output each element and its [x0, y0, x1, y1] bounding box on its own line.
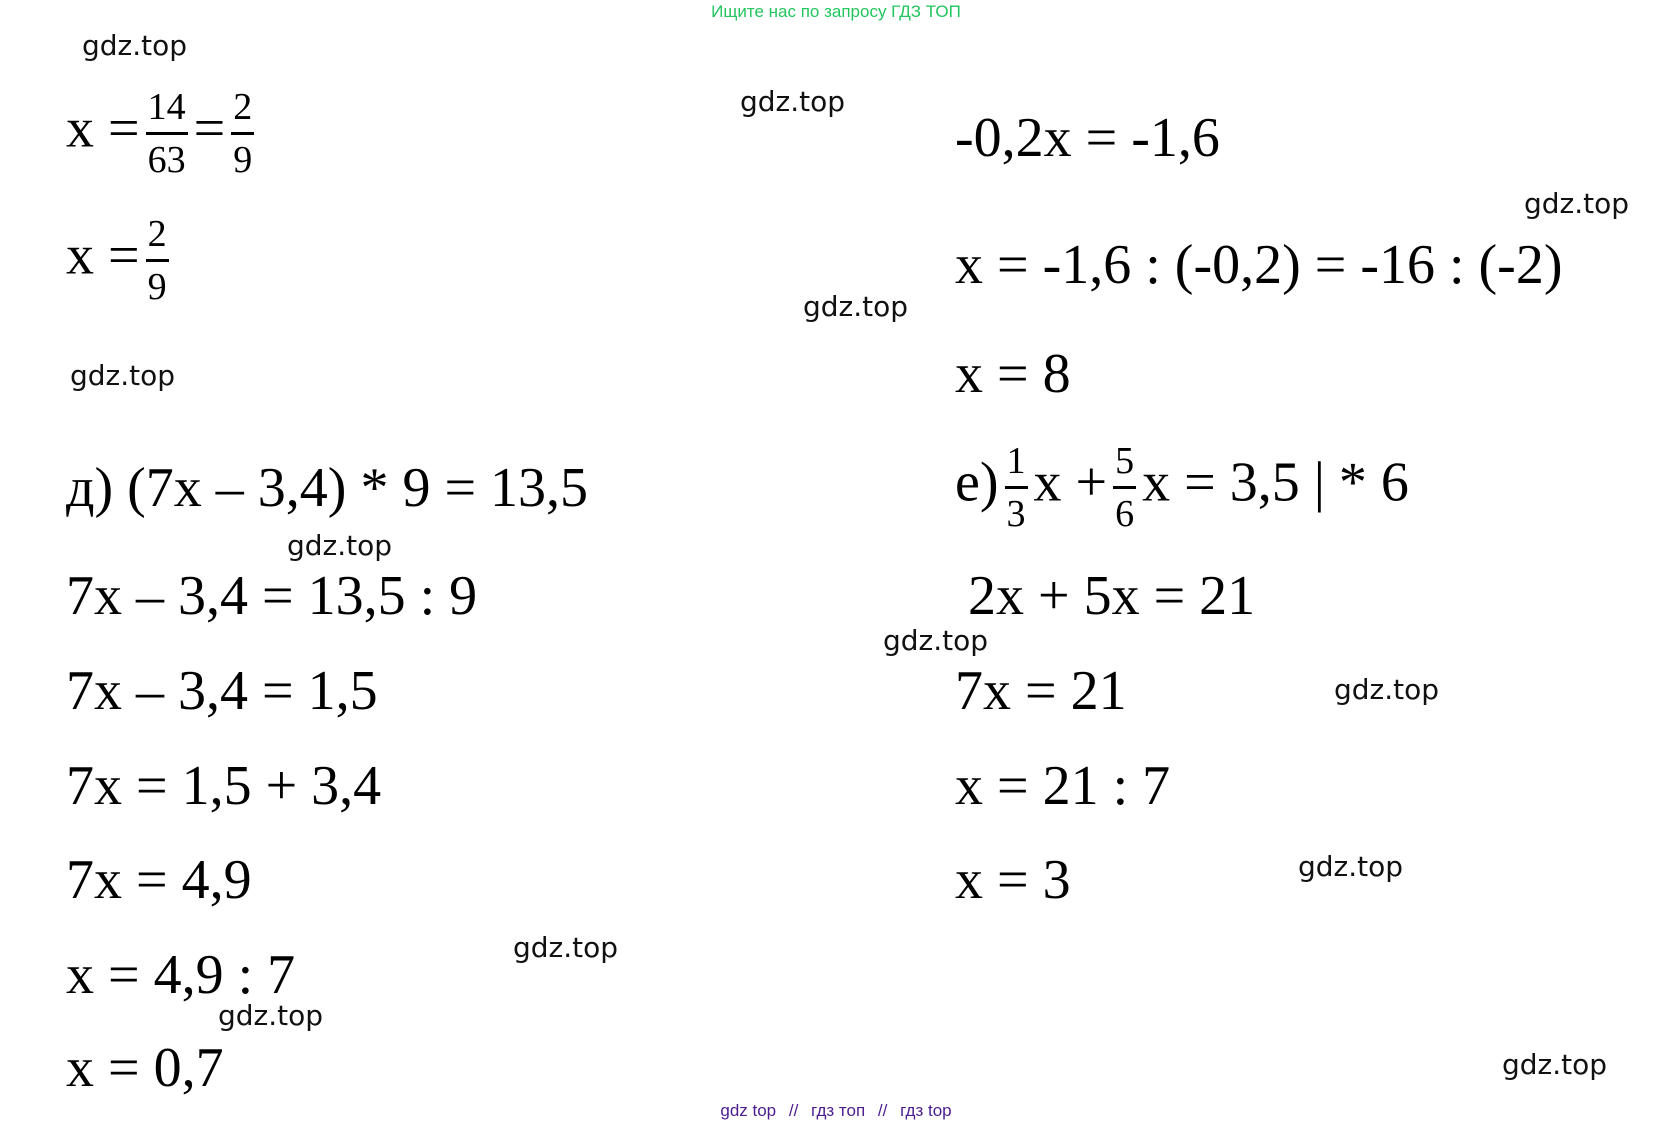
search-banner: Ищите нас по запросу ГДЗ ТОП — [711, 2, 961, 21]
equation-line: 7x – 3,4 = 1,5 — [66, 660, 378, 722]
equation-line: 7x = 1,5 + 3,4 — [66, 755, 382, 817]
footer-link[interactable]: gdz top — [720, 1101, 777, 1120]
watermark: gdz.top — [70, 359, 176, 392]
equation-line: 7x – 3,4 = 13,5 : 9 — [66, 565, 478, 627]
footer-separator: // — [788, 1101, 799, 1120]
equation-line: 2x + 5x = 21 — [968, 565, 1256, 627]
equation-line: -0,2x = -1,6 — [955, 107, 1220, 169]
equation-line: x = $\frac{14}{63}$ = $\frac{2}{9}$ — [66, 86, 253, 181]
footer-links — [0, 1101, 1672, 1121]
fraction: $\frac{2}{9}$ — [233, 86, 253, 181]
footer-separator: // — [877, 1101, 888, 1120]
equation-line: x = $\frac{2}{9}$ — [66, 213, 167, 308]
fraction: $\frac{5}{6}$ — [1115, 440, 1135, 535]
watermark: gdz.top — [1524, 187, 1630, 220]
equation-line: 7x = 4,9 — [66, 849, 252, 911]
watermark: gdz.top — [287, 529, 393, 562]
watermark: gdz.top — [218, 999, 324, 1032]
footer-link[interactable]: гдз топ — [811, 1101, 866, 1120]
watermark: gdz.top — [740, 85, 846, 118]
watermark: gdz.top — [1502, 1048, 1608, 1081]
watermark: gdz.top — [82, 29, 188, 62]
watermark: gdz.top — [1334, 673, 1440, 706]
equation-line: x = 3 — [955, 849, 1071, 911]
problem-d-heading: д) (7x – 3,4) * 9 = 13,5 — [66, 457, 589, 519]
fraction: $\frac{2}{9}$ — [147, 213, 167, 308]
problem-e-heading: е) $\frac{1}{3}$ x + $\frac{5}{6}$ x = 3,5 | * 6 — [955, 440, 1409, 535]
watermark: gdz.top — [883, 624, 989, 657]
watermark: gdz.top — [513, 931, 619, 964]
equation-line: 7x = 21 — [955, 660, 1127, 722]
equation-line: x = 8 — [955, 343, 1071, 405]
equation-line: x = 0,7 — [66, 1037, 224, 1099]
watermark: gdz.top — [1298, 850, 1404, 883]
equation-line: x = -1,6 : (-0,2) = -16 : (-2) — [955, 234, 1563, 296]
footer-link[interactable]: гдз top — [900, 1101, 952, 1120]
fraction: $\frac{1}{3}$ — [1006, 440, 1026, 535]
fraction: $\frac{14}{63}$ — [147, 86, 186, 181]
watermark: gdz.top — [803, 290, 909, 323]
equation-line: x = 21 : 7 — [955, 755, 1171, 817]
equation-line: x = 4,9 : 7 — [66, 944, 296, 1006]
